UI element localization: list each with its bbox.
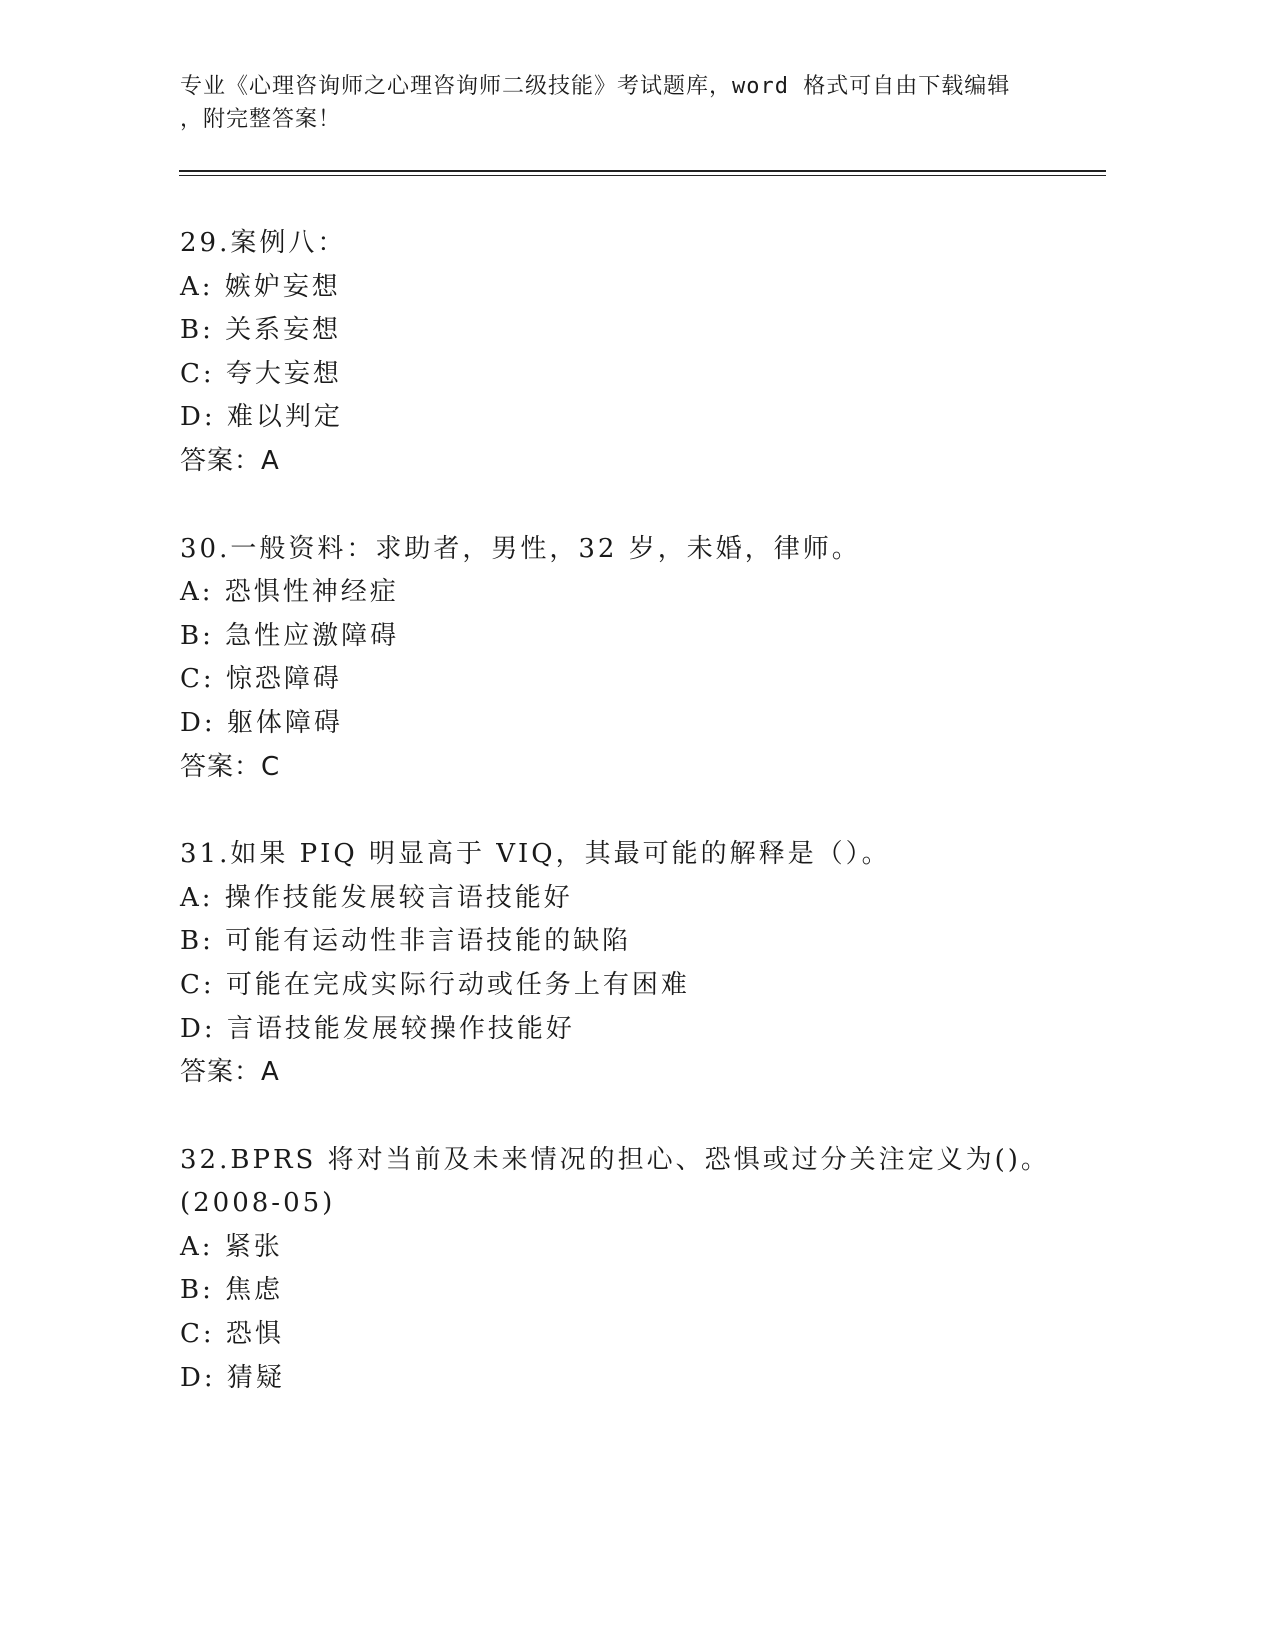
option-a: A: 操作技能发展较言语技能好 xyxy=(180,882,573,913)
option-a: A: 紧张 xyxy=(180,1231,283,1262)
question-29 xyxy=(180,222,1100,484)
question-stem: 29.案例八： xyxy=(180,228,347,258)
document-header xyxy=(180,70,1040,136)
answer: 答案：C xyxy=(180,751,281,782)
option-a: A: 嫉妒妄想 xyxy=(180,271,341,302)
question-stem: 30.一般资料：求助者，男性，32 岁，未婚，律师。 xyxy=(180,533,861,564)
answer: 答案：A xyxy=(180,445,280,476)
header-line-2: ，附完整答案！ xyxy=(180,107,342,132)
question-stem-continued: (2008-05) xyxy=(180,1188,336,1219)
option-b: B: 可能有运动性非言语技能的缺陷 xyxy=(180,926,632,957)
header-divider-thick xyxy=(179,170,1106,172)
option-c: C: 惊恐障碍 xyxy=(180,664,342,695)
question-stem: 32.BPRS 将对当前及未来情况的担心、恐惧或过分关注定义为()。 xyxy=(180,1144,1050,1175)
header-line-1: 专业《心理咨询师之心理咨询师二级技能》考试题库，word 格式可自由下载编辑 xyxy=(180,74,1011,99)
option-a: A: 恐惧性神经症 xyxy=(180,577,399,608)
option-c: C: 可能在完成实际行动或任务上有困难 xyxy=(180,969,690,1000)
answer: 答案：A xyxy=(180,1057,280,1088)
question-32 xyxy=(180,1139,1100,1401)
option-b: B: 急性应激障碍 xyxy=(180,620,400,651)
question-31 xyxy=(180,833,1100,1095)
option-d: D: 猜疑 xyxy=(180,1362,285,1393)
question-stem: 31.如果 PIQ 明显高于 VIQ，其最可能的解释是（）。 xyxy=(180,839,891,870)
question-list xyxy=(180,222,1100,1444)
header-divider-thin xyxy=(179,175,1106,176)
option-b: B: 焦虑 xyxy=(180,1275,284,1306)
option-d: D: 言语技能发展较操作技能好 xyxy=(180,1013,575,1044)
option-c: C: 恐惧 xyxy=(180,1319,284,1350)
option-d: D: 难以判定 xyxy=(180,402,343,433)
option-b: B: 关系妄想 xyxy=(180,315,342,346)
question-30 xyxy=(180,528,1100,790)
option-c: C: 夸大妄想 xyxy=(180,358,342,389)
option-d: D: 躯体障碍 xyxy=(180,707,343,738)
